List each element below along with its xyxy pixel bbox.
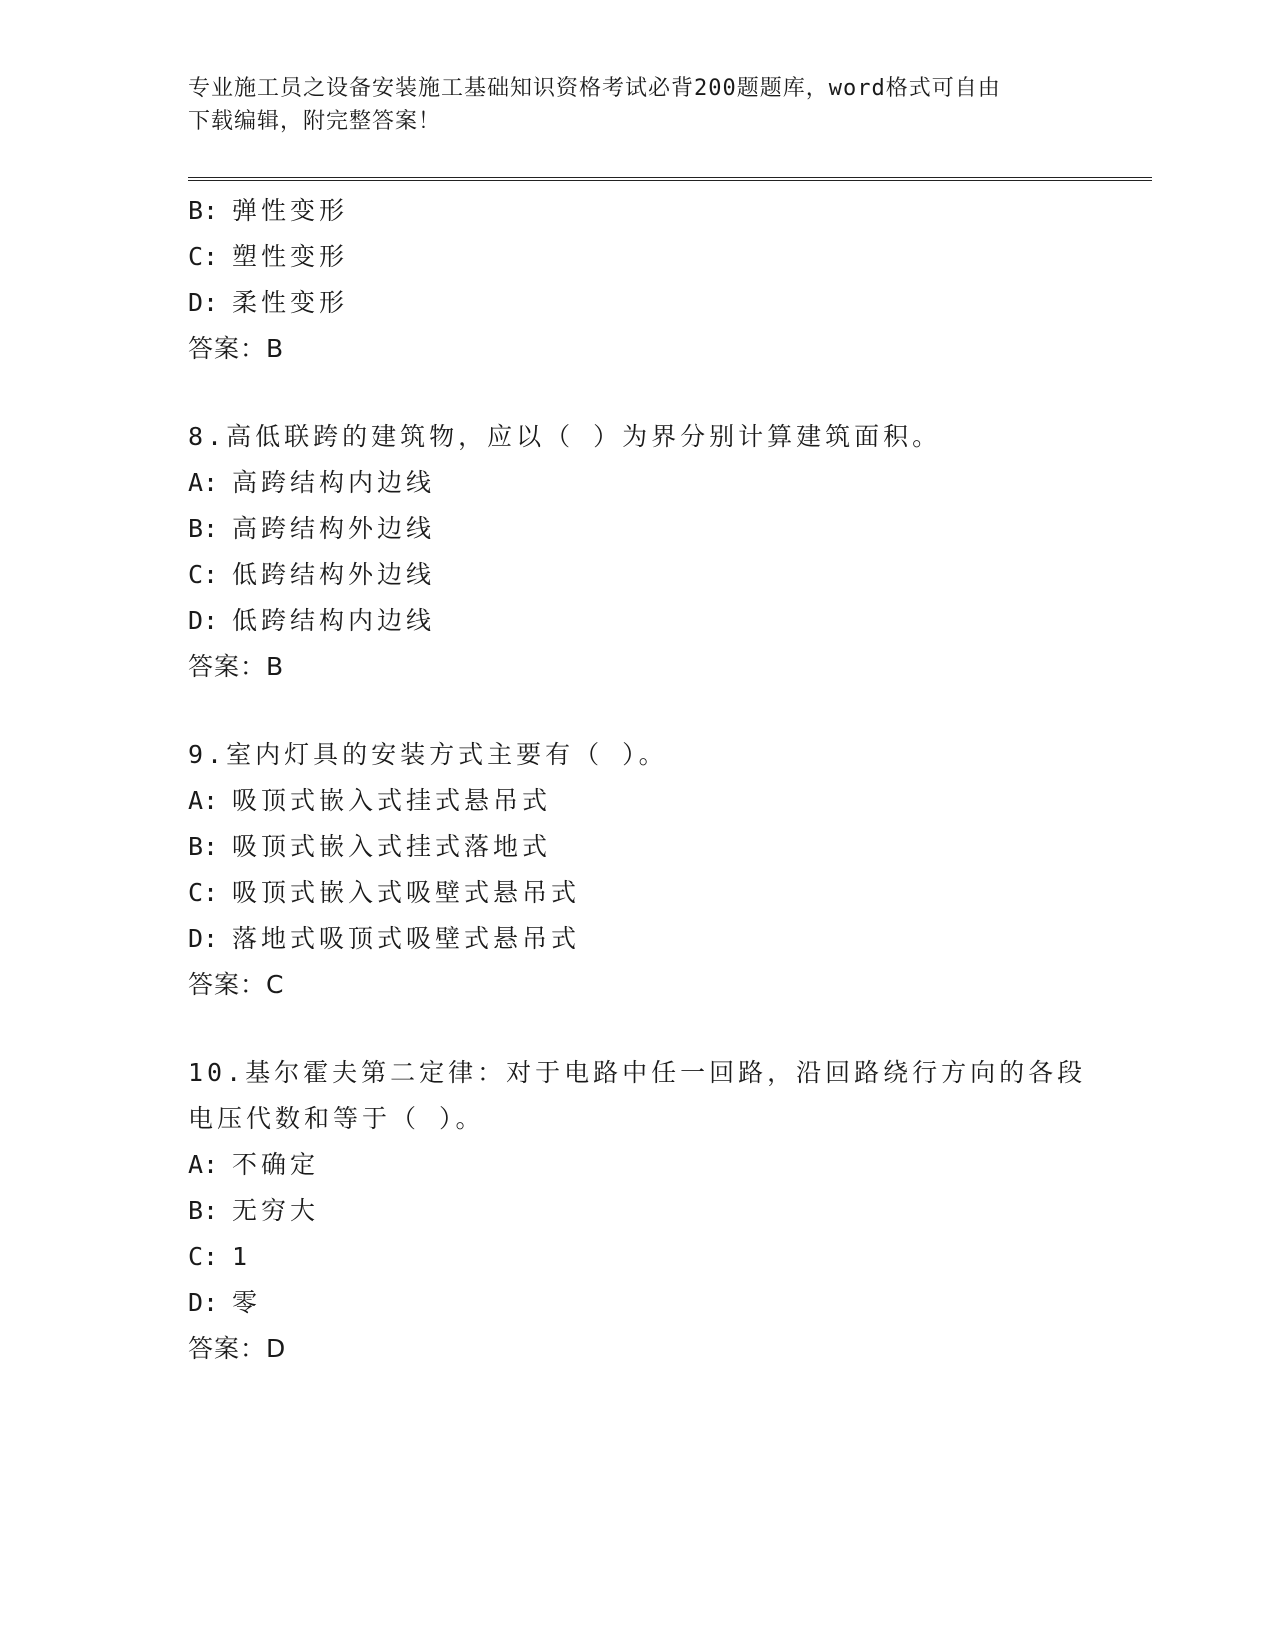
question-text-line-2: 电压代数和等于（ ）。: [188, 1104, 485, 1133]
option-a: [188, 778, 1148, 824]
option-label: B:: [188, 196, 219, 225]
option-label: D:: [188, 924, 219, 953]
option-c: [188, 1234, 1148, 1280]
question-text: 8.高低联跨的建筑物，应以（ ）为界分别计算建筑面积。: [188, 422, 942, 451]
document-header: [188, 72, 1068, 138]
option-text: 吸顶式嵌入式吸壁式悬吊式: [232, 878, 581, 907]
option-d: [188, 598, 1148, 644]
question-block-9: [188, 732, 1148, 1008]
option-d: [188, 280, 1148, 326]
option-c: [188, 552, 1148, 598]
question-text-line-1: 10.基尔霍夫第二定律：对于电路中任一回路，沿回路绕行方向的各段: [188, 1058, 1087, 1087]
option-label: D:: [188, 288, 219, 317]
header-title-line-1: 专业施工员之设备安装施工基础知识资格考试必背200题题库，word格式可自由: [188, 76, 1001, 101]
option-b: [188, 1188, 1148, 1234]
option-label: B:: [188, 514, 219, 543]
option-b: [188, 506, 1148, 552]
header-title-line-2: 下载编辑，附完整答案！: [188, 109, 442, 134]
option-c: [188, 234, 1148, 280]
option-text: 吸顶式嵌入式挂式落地式: [232, 832, 552, 861]
option-text: 不确定: [232, 1150, 320, 1179]
option-a: [188, 460, 1148, 506]
answer-line: 答案：B: [188, 652, 285, 681]
question-block-10: [188, 1050, 1148, 1372]
document-body: [188, 188, 1148, 1372]
header-divider: [188, 177, 1152, 181]
option-text: 高跨结构外边线: [232, 514, 436, 543]
option-label: A:: [188, 786, 219, 815]
option-text: 低跨结构内边线: [232, 606, 436, 635]
option-d: [188, 916, 1148, 962]
option-text: 无穷大: [232, 1196, 320, 1225]
option-label: D:: [188, 606, 219, 635]
option-text: 高跨结构内边线: [232, 468, 436, 497]
question-block-8: [188, 414, 1148, 690]
option-label: C:: [188, 1242, 219, 1271]
option-c: [188, 870, 1148, 916]
answer-line: 答案：B: [188, 334, 285, 363]
question-block-prev: [188, 188, 1148, 372]
option-text: 弹性变形: [232, 196, 349, 225]
answer-line: 答案：C: [188, 970, 285, 999]
option-d: [188, 1280, 1148, 1326]
option-label: A:: [188, 1150, 219, 1179]
option-text: 零: [232, 1288, 262, 1317]
option-b: [188, 188, 1148, 234]
option-a: [188, 1142, 1148, 1188]
question-text: 9.室内灯具的安装方式主要有（ ）。: [188, 740, 668, 769]
option-label: B:: [188, 1196, 219, 1225]
option-label: C:: [188, 560, 219, 589]
option-b: [188, 824, 1148, 870]
option-label: B:: [188, 832, 219, 861]
option-text: 塑性变形: [232, 242, 349, 271]
option-text: 落地式吸顶式吸壁式悬吊式: [232, 924, 581, 953]
answer-line: 答案：D: [188, 1334, 287, 1363]
option-text: 1: [232, 1242, 252, 1271]
option-text: 低跨结构外边线: [232, 560, 436, 589]
option-label: A:: [188, 468, 219, 497]
option-label: C:: [188, 878, 219, 907]
option-text: 柔性变形: [232, 288, 349, 317]
option-text: 吸顶式嵌入式挂式悬吊式: [232, 786, 552, 815]
option-label: D:: [188, 1288, 219, 1317]
option-label: C:: [188, 242, 219, 271]
